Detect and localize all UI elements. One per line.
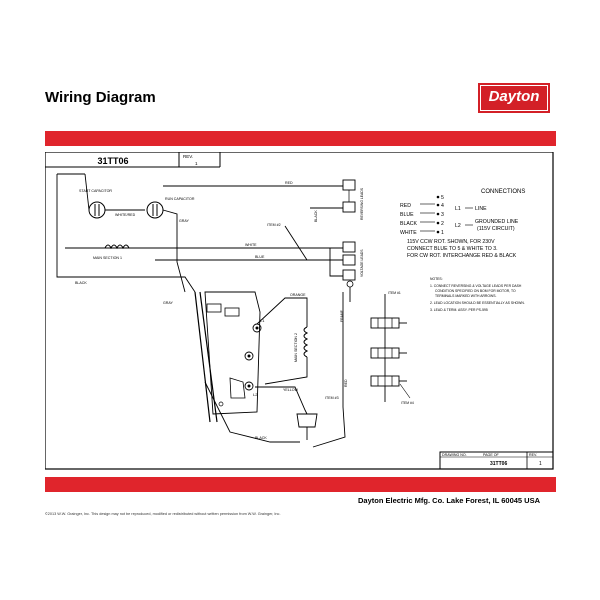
item-1-label: ITEM #1: [388, 291, 401, 295]
label-white-red: WHITE/RED: [115, 213, 136, 217]
conn-note-3: FOR CW ROT. INTERCHANGE RED & BLACK: [407, 253, 517, 259]
wire-item2: [285, 226, 307, 260]
logo-text: Dayton: [488, 88, 540, 105]
rev-label: REV.: [183, 154, 194, 159]
start-capacitor-label: START CAPACITOR: [79, 189, 113, 193]
copyright-notice: ©2013 W.W. Grainger, Inc. This design may not be reproduced, modified or redistributed without written permission from W.W. Grainger, Inc.: [45, 512, 281, 516]
drawing-block: [440, 452, 553, 469]
connections-lines: [455, 206, 519, 232]
item-3-connector: [297, 396, 339, 440]
page-of-label: PAGE OF: [483, 453, 499, 457]
frame-label: FRAME: [340, 310, 344, 322]
label-black-vertical: BLACK: [314, 210, 318, 222]
l2-terminal-label: L2: [253, 392, 258, 397]
conn-l1-desc: LINE: [475, 206, 487, 212]
item-4-label: ITEM #4: [401, 401, 414, 405]
label-red-vertical: RED: [344, 379, 348, 387]
switch-assembly: [195, 292, 265, 422]
conn-color-white: WHITE: [400, 230, 417, 236]
item-2-label: ITEM #2: [267, 223, 281, 227]
label-blue: BLUE: [255, 255, 265, 259]
label-black-bottom: BLACK: [255, 436, 267, 440]
drawing-no-label: DRAWING NO.: [442, 453, 467, 457]
label-red: RED: [285, 181, 293, 185]
dayton-logo: [478, 83, 550, 113]
conn-num-1: 1: [441, 230, 444, 236]
label-white: WHITE: [245, 243, 257, 247]
main-section-2-coil: [294, 327, 307, 362]
run-capacitor: [147, 197, 195, 218]
conn-l1-label: L1: [455, 206, 461, 212]
conn-num-3: 3: [441, 212, 444, 218]
connections-block: [400, 189, 525, 259]
conn-l2-desc-1: GROUNDED LINE: [475, 219, 519, 225]
conn-color-red: RED: [400, 203, 411, 209]
connections-rows: [400, 195, 444, 236]
note-1a: 1. CONNECT REVERSING & VOLTAGE LEADS PER DASH: [430, 284, 522, 288]
label-gray-lower: GRAY: [163, 301, 173, 305]
title-block: [45, 152, 220, 167]
conn-num-4: 4: [441, 203, 444, 209]
main-section-2-label: MAIN SECTION 2: [294, 333, 298, 362]
connections-title: CONNECTIONS: [481, 189, 526, 195]
drawing-rev-label: REV.: [529, 453, 538, 457]
main-section-1-coil: [93, 245, 129, 260]
top-red-bar: [45, 131, 556, 146]
conn-l2-label: L2: [455, 223, 461, 229]
wire-yellow: [255, 387, 307, 414]
wire-paths: [57, 174, 350, 447]
drawing-number: 31TT06: [490, 461, 508, 467]
reversing-leads-terminal: [343, 180, 364, 220]
bottom-red-bar: [45, 477, 556, 492]
connections-notes: [407, 239, 517, 259]
wire-voltage: [330, 248, 343, 276]
notes-block: [430, 277, 525, 312]
item-3-label: ITEM #3: [325, 396, 339, 400]
l1-terminal-label: L1: [260, 318, 265, 323]
conn-num-5: 5: [441, 195, 444, 201]
model-number: 31TT06: [97, 156, 129, 166]
conn-color-blue: BLUE: [400, 212, 414, 218]
note-3: 3. LEAD & TERM. ASSY. PER PS-595: [430, 308, 488, 312]
reversing-leads-label: REVERSING LEADS: [360, 187, 364, 220]
notes-heading: NOTES:: [430, 277, 443, 281]
company-address: Dayton Electric Mfg. Co. Lake Forest, IL 60045 USA: [358, 496, 540, 505]
note-1b: CONDITION SPECIFIED ON BOM FOR MOTOR, TO: [435, 289, 516, 293]
frame-ground: [340, 281, 353, 322]
main-section-1-label: MAIN SECTION 1: [93, 256, 122, 260]
voltage-leads-terminal: [343, 242, 364, 280]
wire-main2-bottom: [265, 357, 307, 384]
conn-num-2: 2: [441, 221, 444, 227]
label-orange: ORANGE: [290, 293, 306, 297]
voltage-leads-label: VOLTAGE LEADS: [360, 249, 364, 277]
page-title: Wiring Diagram: [45, 89, 156, 106]
item-1-terminal: [371, 291, 414, 405]
wire-orange: [257, 298, 307, 327]
label-gray: GRAY: [179, 219, 189, 223]
conn-note-2: CONNECT BLUE TO 5 & WHITE TO 3.: [407, 246, 498, 252]
drawing-rev-value: 1: [539, 461, 542, 467]
start-capacitor: [79, 174, 112, 218]
conn-note-1: 115V CCW ROT. SHOWN, FOR 230V: [407, 239, 495, 245]
note-2: 2. LEAD LOCATION SHOULD BE ESSENTIALLY AS SHOWN.: [430, 301, 525, 305]
rev-value: 1: [195, 161, 198, 166]
note-1c: TERMINALS MARKED WITH ARROWS.: [435, 294, 497, 298]
label-yellow: YELLOW: [283, 388, 298, 392]
conn-l2-desc-2: (115V CIRCUIT): [477, 226, 515, 232]
conn-color-black: BLACK: [400, 221, 418, 227]
wire-black-left: [57, 174, 65, 277]
wiring-diagram: [45, 152, 555, 472]
run-capacitor-label: RUN CAPACITOR: [165, 197, 195, 201]
label-black: BLACK: [75, 281, 87, 285]
